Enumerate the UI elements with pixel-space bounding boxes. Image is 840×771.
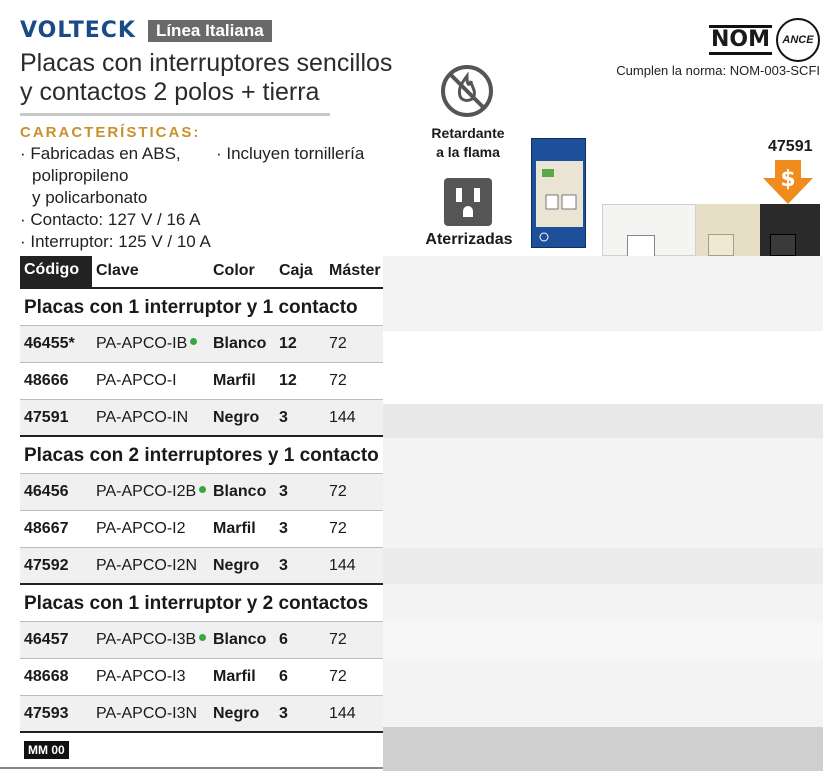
cell-color: Blanco [213, 631, 267, 648]
flame-retardant-icon [440, 64, 494, 118]
green-dot-icon [199, 486, 206, 493]
grounded-label: Aterrizadas [425, 231, 513, 248]
promo-code: 47591 [768, 138, 813, 155]
cell-clave: PA-APCO-I3N [96, 705, 198, 722]
cell-code: 46456 [24, 483, 69, 500]
certification-logos [709, 18, 820, 62]
white-plate [602, 204, 696, 256]
masked-band [383, 621, 823, 661]
ance-logo: ANCE [776, 18, 820, 62]
table-row [20, 511, 383, 548]
cell-master: 72 [329, 372, 347, 389]
cell-master: 144 [329, 557, 356, 574]
cell-code: 48666 [24, 372, 69, 389]
cell-clave: PA-APCO-I2N [96, 557, 198, 574]
cell-clave: PA-APCO-I3 [96, 668, 186, 685]
feature-item: polipropileno [32, 166, 129, 185]
table-row [20, 400, 383, 437]
feature-item: y policarbonato [32, 188, 148, 207]
cell-clave: PA-APCO-IN [96, 409, 189, 426]
product-package-image [531, 138, 586, 248]
feature-item: · Fabricadas en ABS, [20, 144, 181, 163]
table-row [20, 548, 383, 585]
table-row [20, 622, 383, 659]
table-row [20, 363, 383, 400]
group-title: Placas con 2 interruptores y 1 contacto [20, 437, 383, 474]
flame-retardant-label [418, 124, 518, 162]
white-switch [627, 235, 655, 257]
clave-text: PA-APCO-IB [96, 335, 188, 352]
cell-caja: 3 [279, 557, 288, 574]
cell-color: Marfil [213, 520, 256, 537]
black-switch [770, 234, 796, 256]
title-divider [20, 113, 330, 116]
cell-color: Blanco [213, 483, 267, 500]
ivory-plate [696, 204, 760, 256]
green-dot-icon [199, 634, 206, 641]
grounded-outlet-icon [443, 177, 493, 227]
title-line-2: y contactos 2 polos + tierra [20, 78, 320, 106]
feature-item: · Interruptor: 125 V / 10 A [20, 232, 211, 251]
cell-clave [96, 483, 206, 501]
norm-text: Cumplen la norma: NOM-003-SCFI [616, 63, 820, 78]
cell-master: 72 [329, 335, 347, 352]
cell-master: 72 [329, 483, 347, 500]
cell-color: Marfil [213, 372, 256, 389]
footer-badge: MM 00 [24, 741, 69, 759]
cell-color: Negro [213, 705, 260, 722]
table-row [20, 474, 383, 511]
table-row [20, 326, 383, 363]
brand-row [20, 18, 272, 43]
clave-text: PA-APCO-I2B [96, 483, 197, 500]
header-codigo: Código [20, 256, 92, 287]
cell-color: Marfil [213, 668, 256, 685]
price-arrow-icon [763, 160, 813, 204]
cell-caja: 12 [279, 372, 297, 389]
cell-caja: 12 [279, 335, 297, 352]
title-line-1: Placas con interruptores sencillos [20, 49, 393, 77]
cell-code: 47591 [24, 409, 69, 426]
fire-label-line-2: a la flama [436, 144, 500, 160]
cell-code: 48668 [24, 668, 69, 685]
cell-code: 47592 [24, 557, 69, 574]
cell-color: Blanco [213, 335, 267, 352]
features-heading: CARACTERÍSTICAS: [20, 124, 201, 141]
cell-clave: PA-APCO-I [96, 372, 177, 389]
cell-color: Negro [213, 557, 260, 574]
masked-band [383, 548, 823, 584]
group-title: Placas con 1 interruptor y 1 contacto [20, 289, 383, 326]
bottom-divider [0, 767, 383, 769]
cell-caja: 6 [279, 631, 288, 648]
header-color: Color [213, 262, 255, 279]
cell-master: 144 [329, 705, 356, 722]
table-row [20, 659, 383, 696]
cell-master: 72 [329, 520, 347, 537]
cell-code: 46455* [24, 335, 75, 352]
feature-item: · Incluyen tornillería [216, 144, 365, 163]
header-master: Máster [329, 262, 381, 279]
dollar-symbol: $ [780, 167, 796, 192]
cell-master: 72 [329, 668, 347, 685]
fire-label-line-1: Retardante [431, 125, 505, 141]
black-plate [760, 204, 820, 256]
cell-clave [96, 335, 197, 353]
volteck-logo: VOLTECK [20, 18, 136, 43]
feature-item: · Contacto: 127 V / 16 A [20, 210, 201, 229]
cell-master: 144 [329, 409, 356, 426]
group-title: Placas con 1 interruptor y 2 contactos [20, 585, 383, 622]
cell-caja: 3 [279, 520, 288, 537]
cell-clave [96, 631, 206, 649]
header-caja: Caja [279, 262, 313, 279]
product-table [20, 256, 383, 733]
ivory-switch [708, 234, 734, 256]
cell-caja: 3 [279, 705, 288, 722]
cell-color: Negro [213, 409, 260, 426]
page-title [20, 49, 420, 107]
clave-text: PA-APCO-I3B [96, 631, 197, 648]
cell-master: 72 [329, 631, 347, 648]
green-dot-icon [190, 338, 197, 345]
cell-code: 48667 [24, 520, 69, 537]
header-clave: Clave [96, 262, 139, 279]
cell-clave: PA-APCO-I2 [96, 520, 186, 537]
cell-caja: 3 [279, 483, 288, 500]
masked-band [383, 404, 823, 438]
cell-code: 46457 [24, 631, 69, 648]
nom-logo: NOM [709, 25, 772, 55]
table-row [20, 696, 383, 733]
wall-plates-image [602, 204, 820, 256]
cell-caja: 6 [279, 668, 288, 685]
masked-band [383, 727, 823, 771]
cell-code: 47593 [24, 705, 69, 722]
product-line-badge: Línea Italiana [148, 20, 272, 42]
table-header [20, 256, 383, 289]
masked-band [383, 331, 823, 404]
cell-caja: 3 [279, 409, 288, 426]
